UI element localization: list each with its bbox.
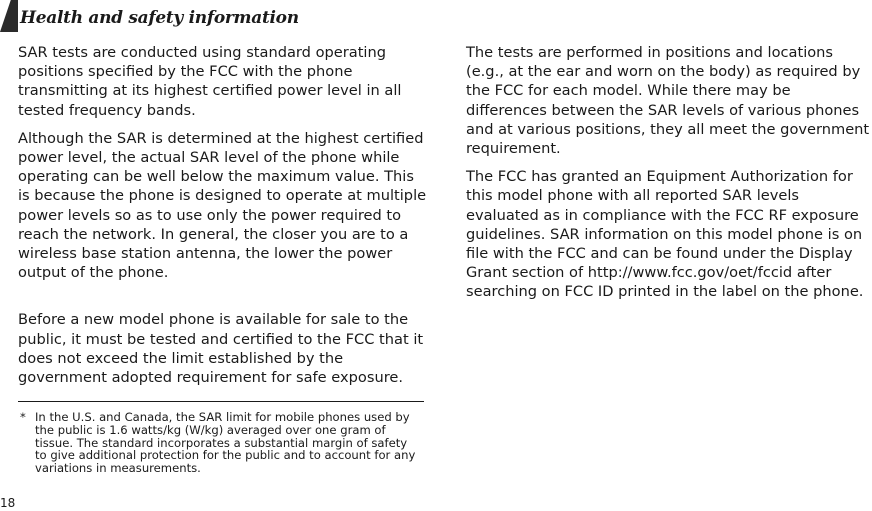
footnote bbox=[18, 411, 418, 475]
paragraph-test-positions: The tests are performed in positions and locations (e.g., at the ear and worn on the body) as required by the FCC for each model. While there may be differences between the SAR levels of various phones and at various positions, they all meet the government requirement. bbox=[466, 44, 870, 158]
footnote-divider bbox=[18, 401, 424, 402]
section-header-title: Health and safety information bbox=[20, 8, 299, 28]
paragraph-equipment-authorization: The FCC has granted an Equipment Authorization for this model phone with all reported SAR levels evaluated as in compliance with the FCC RF exposure guidelines. SAR information on this model phone is on file with the FCC and can be found under the Display Grant section of http://www.fcc.gov/oet/fccid after searching on FCC ID printed in the label on the phone. bbox=[466, 168, 864, 301]
left-text-column bbox=[18, 43, 428, 387]
page-number: 18 bbox=[0, 496, 16, 510]
paragraph-certification: Before a new model phone is available for sale to the public, it must be tested and certified to the FCC that it does not exceed the limit established by the government adopted requirement for safe exposure. bbox=[18, 311, 424, 387]
right-text-column bbox=[466, 43, 872, 302]
paragraph-sar-tests: SAR tests are conducted using standard operating positions specified by the FCC with the phone transmitting at its highest certified power level in all tested frequency bands. bbox=[18, 44, 402, 119]
footnote-text: In the U.S. and Canada, the SAR limit for mobile phones used by the public is 1.6 watts/kg (W/kg) averaged over one gram of tissue. The standard incorporates a substantial margin of safety to give additional protection for the public and to account for any variations in measurements. bbox=[35, 410, 416, 476]
header-accent-bar bbox=[0, 0, 18, 32]
paragraph-sar-level: Although the SAR is determined at the highest certified power level, the actual SAR level of the phone while operating can be well below the maximum value. This is because the phone is designed to operate at multiple power levels so as to use only the power required to reach the network. In general, the closer you are to a wireless base station antenna, the lower the power output of the phone. bbox=[18, 129, 427, 282]
footnote-marker: * bbox=[20, 410, 26, 424]
